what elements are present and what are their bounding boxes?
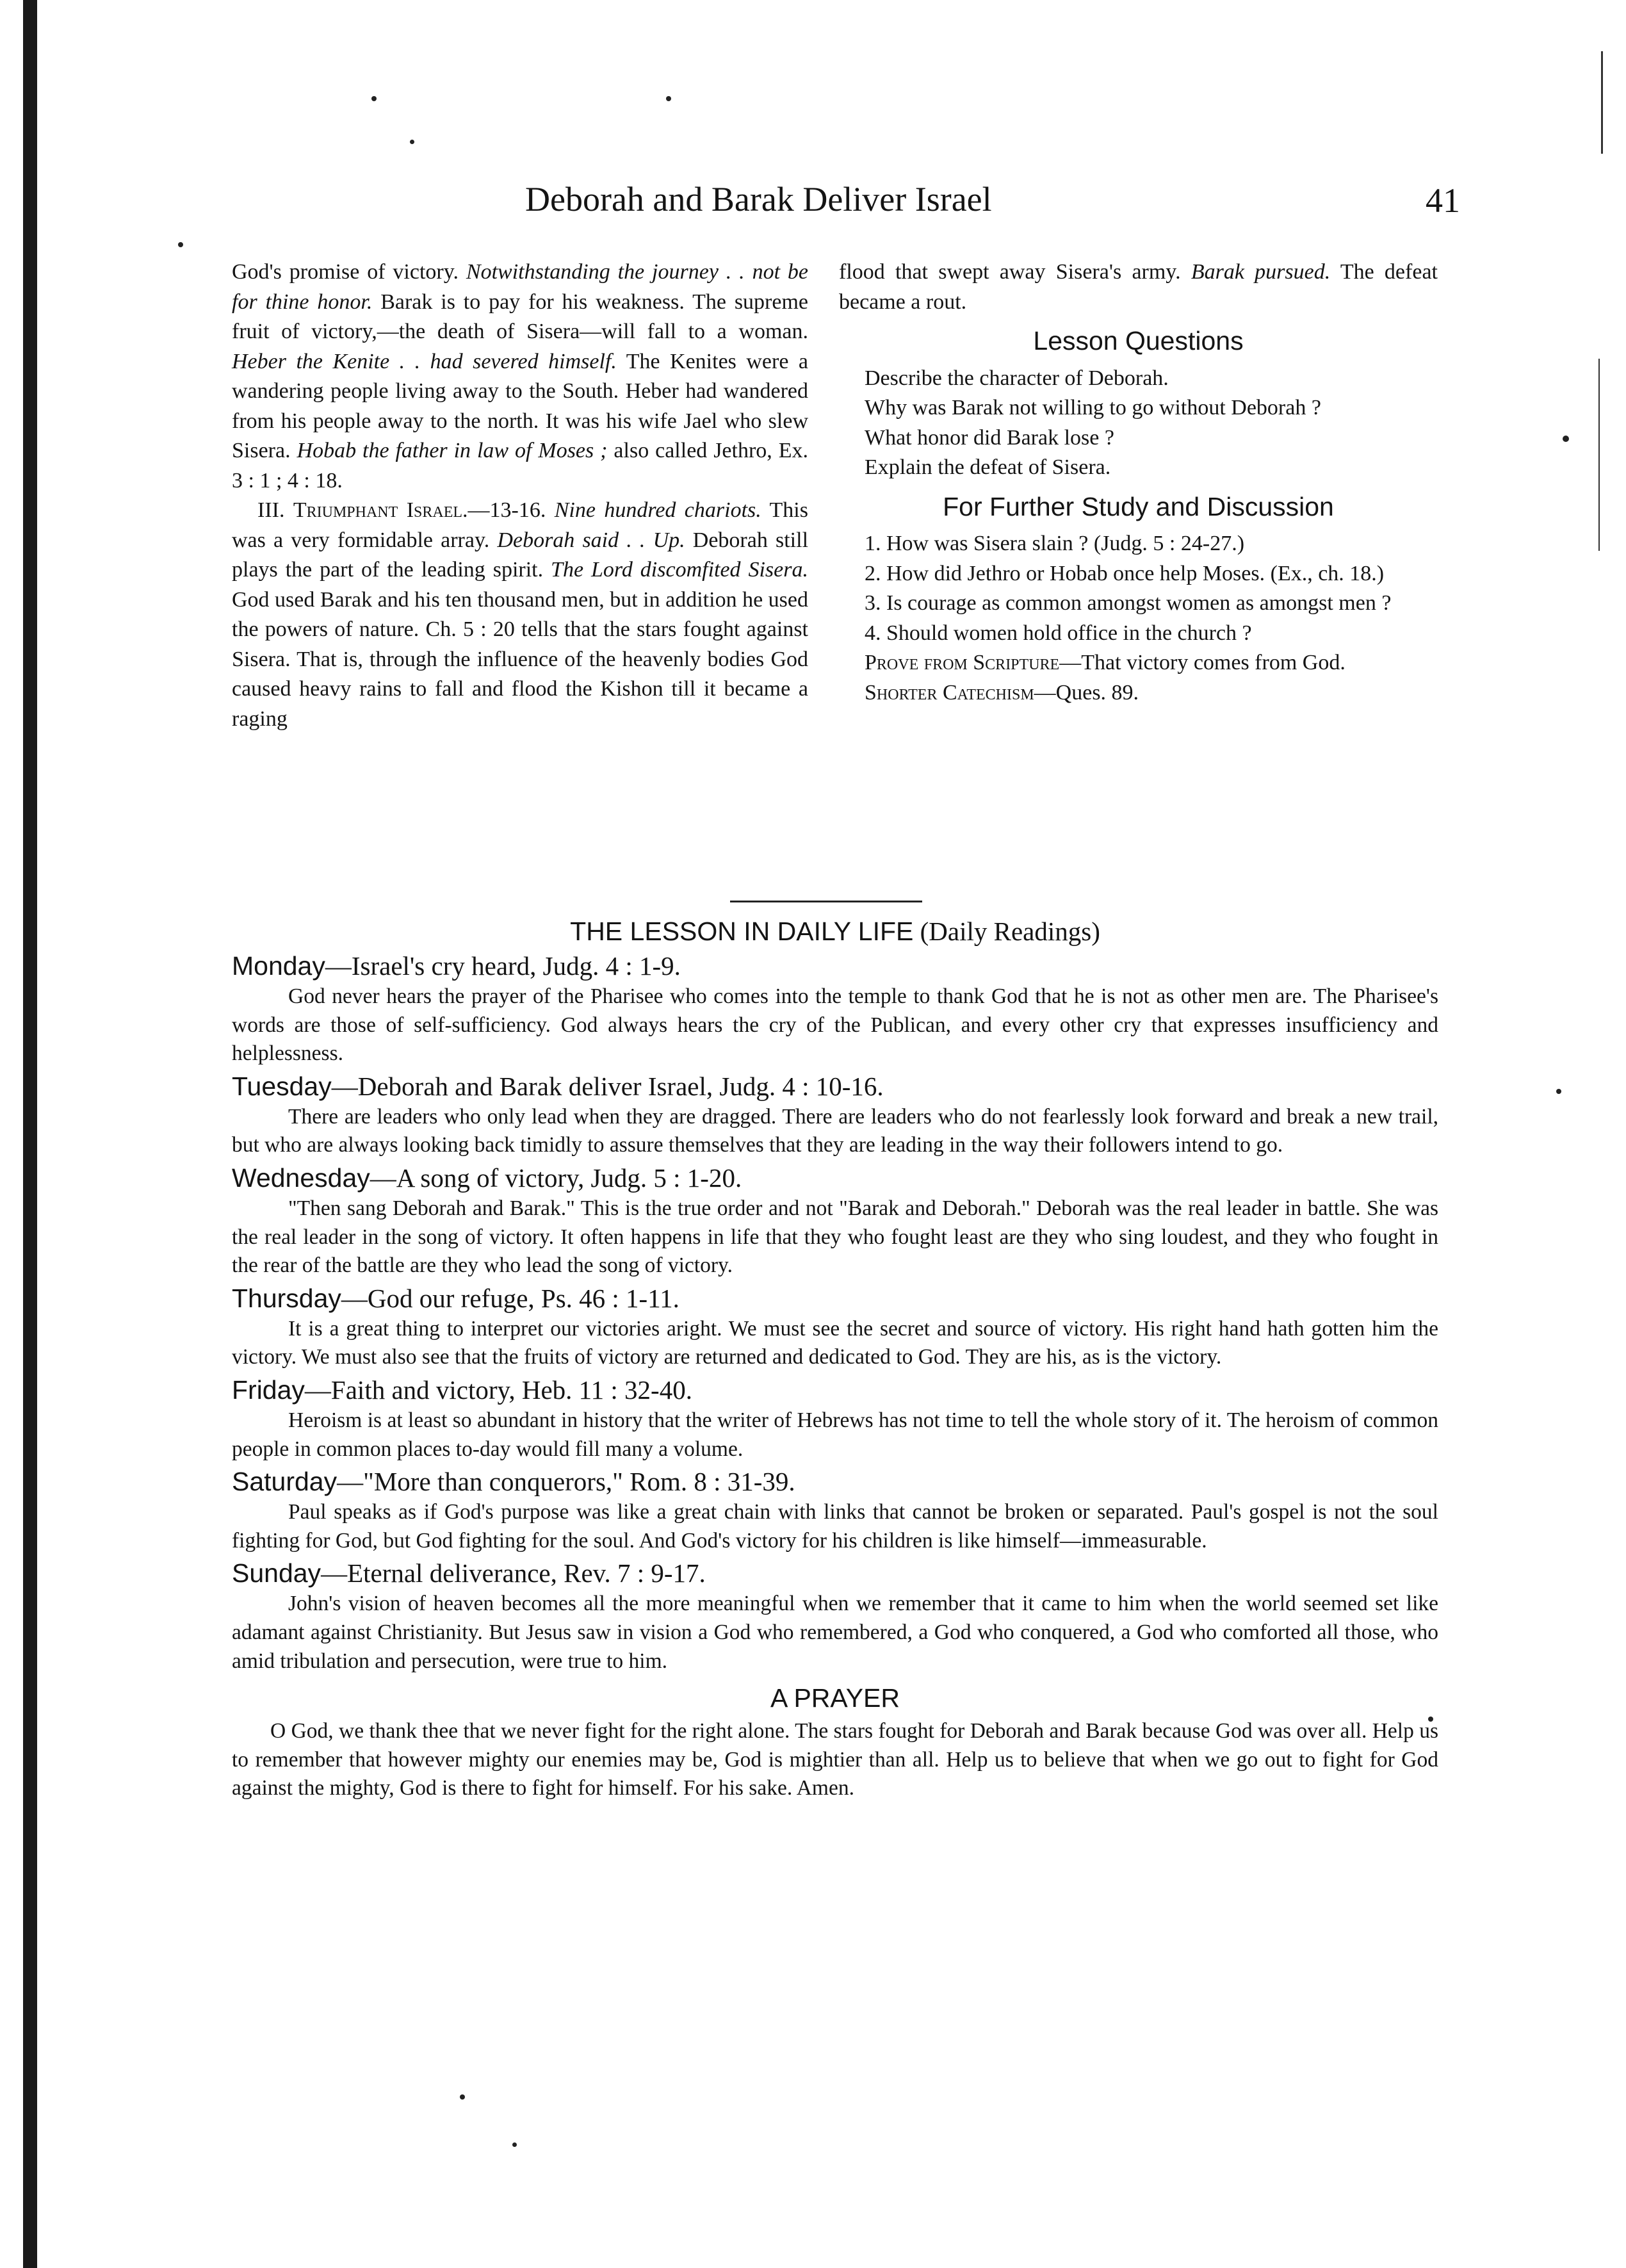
daily-reading-text: "Then sang Deborah and Barak." This is the true order and not "Barak and Deborah." Deborah was the real leader in battle. She was the real leader in the song of victory. It often happens in life that they who fought least are they who sing loudest, and they who fought in the rear of the battle are they who lead the song of victory. — [232, 1196, 1438, 1278]
prayer-text: O God, we thank thee that we never fight for the right alone. The stars fought for Deborah and Barak because God was over all. Help us to remember that however mighty our enemies may be, God is mightier than all. Help us to believe that when we go out to fight for God against the mighty, God is there to fight for himself. For his sake. Amen. — [232, 1719, 1438, 1800]
text-run: Barak is to pay for his weakness. The supreme fruit of victory,—the death of Sisera—will fall to a woman. — [232, 290, 808, 343]
lesson-questions-heading: Lesson Questions — [1033, 326, 1244, 355]
shorter-catechism — [839, 678, 1438, 708]
lesson-question: Describe the character of Deborah. — [865, 366, 1169, 390]
text-run: God used Barak and his ten thousand men, but in addition he used the powers of nature. Ch. 5 : 20 tells that the stars fought against Sisera. That is, through the influence of the heavenly bodies God caused heavy rains to fall and flood the Kishon till it became a raging — [232, 587, 808, 731]
text-run: III. — [257, 498, 293, 522]
study-question: 2. How did Jethro or Hobab once help Moses. (Ex., ch. 18.) — [865, 561, 1385, 585]
text-run: Deborah still plays the part of the leading spirit. — [232, 528, 809, 582]
daily-reading — [232, 1070, 1438, 1160]
scan-right-edge-mark — [1601, 51, 1603, 154]
prove-text: —That victory comes from God. — [1059, 651, 1346, 674]
day-name: Thursday — [232, 1283, 341, 1313]
study-question: 4. Should women hold office in the church ? — [865, 621, 1252, 645]
daily-reading-text: John's vision of heaven becomes all the more meaningful when we remember that it came to him when the world seemed set like adamant against Christianity. But Jesus saw in vision a God who remembered, a God who conquered, a God who comforted all those, who amid tribulation and persecution, were true to him. — [232, 1592, 1438, 1673]
day-name: Saturday — [232, 1467, 337, 1497]
italic-phrase: Hobab the father in law of Moses ; — [297, 439, 608, 462]
catechism-text: —Ques. 89. — [1034, 680, 1139, 705]
reading-reference: —Israel's cry heard, Judg. 4 : 1-9. — [325, 951, 681, 981]
day-name: Monday — [232, 951, 325, 981]
daily-reading-heading — [232, 1161, 1438, 1195]
daily-reading — [232, 1465, 1438, 1555]
commentary-paragraph — [839, 257, 1438, 317]
prayer-title: A PRAYER — [770, 1683, 900, 1713]
commentary-paragraph — [232, 496, 808, 734]
reading-reference: —Faith and victory, Heb. 11 : 32-40. — [304, 1375, 692, 1405]
daily-reading-heading — [232, 1373, 1438, 1407]
further-study-heading: For Further Study and Discussion — [943, 491, 1334, 521]
lesson-question: What honor did Barak lose ? — [865, 425, 1114, 450]
italic-phrase: Nine hundred chariots. — [554, 498, 761, 522]
scan-speck — [1563, 436, 1569, 442]
running-title: Deborah and Barak Deliver Israel — [525, 180, 992, 218]
daily-reading-heading — [232, 1556, 1438, 1590]
text-run: also called Jethro, Ex. 3 : 1 ; 4 : 18. — [232, 439, 808, 493]
scan-left-edge-bar — [23, 0, 37, 2268]
italic-phrase: Heber the Kenite . . had severed himself. — [232, 349, 617, 373]
scan-speck — [666, 96, 671, 101]
day-name: Friday — [232, 1375, 305, 1405]
daily-reading-heading — [232, 1465, 1438, 1498]
daily-reading — [232, 1556, 1438, 1676]
day-name: Sunday — [232, 1558, 321, 1588]
daily-reading-heading — [232, 1282, 1438, 1315]
daily-reading-text: There are leaders who only lead when they are dragged. There are leaders who do not fearlessly look forward and break a new trail, but who are always looking back timidly to assure themselves that they are leading in the way their followers intend to go. — [232, 1104, 1438, 1157]
prove-from-scripture — [839, 648, 1438, 678]
text-run: God's promise of victory. — [232, 260, 466, 284]
prove-label: Prove from Scripture — [865, 651, 1060, 674]
daily-reading — [232, 1161, 1438, 1280]
reading-reference: —"More than conquerors," Rom. 8 : 31-39. — [337, 1467, 795, 1497]
right-column — [839, 257, 1438, 708]
catechism-label: Shorter Catechism — [865, 680, 1034, 705]
text-run: The defeat became a rout. — [839, 260, 1438, 314]
daily-life-title-text: THE LESSON IN DAILY LIFE — [570, 917, 914, 946]
text-run: —13-16. — [467, 498, 555, 522]
italic-phrase: Notwithstanding the journey . . not be for thine honor. — [232, 260, 808, 314]
reading-reference: —Eternal deliverance, Rev. 7 : 9-17. — [321, 1558, 706, 1588]
daily-reading-text: God never hears the prayer of the Pharisee who comes into the temple to thank God that he is not as other men are. The Pharisee's words are those of self-sufficiency. God always hears the cry of the Publican, and every other cry that expresses insufficiency and helplessness. — [232, 984, 1438, 1066]
day-name: Wednesday — [232, 1163, 370, 1193]
lesson-question: Explain the defeat of Sisera. — [865, 455, 1111, 479]
study-question: 1. How was Sisera slain ? (Judg. 5 : 24-27.) — [865, 532, 1245, 555]
daily-life-subtitle: (Daily Readings) — [920, 917, 1100, 946]
page-number: 41 — [1426, 181, 1460, 220]
daily-reading-text: It is a great thing to interpret our victories aright. We must see the secret and source of victory. His right hand hath gotten him the victory. We must also see that the fruits of victory are returned and dedicated to God. They are his, as is the victory. — [232, 1316, 1438, 1369]
daily-reading-text: Paul speaks as if God's purpose was like a great chain with links that cannot be broken or separated. Paul's gospel is not the soul fighting for God, but God fighting for the soul. And God's victory for his children is like himself—immeasurable. — [232, 1500, 1438, 1553]
lesson-question: Why was Barak not willing to go without Deborah ? — [865, 396, 1321, 420]
reading-reference: —Deborah and Barak deliver Israel, Judg. 4 : 10-16. — [331, 1071, 884, 1101]
study-question: 3. Is courage as common amongst women as amongst men ? — [865, 591, 1392, 615]
scan-speck — [1556, 1089, 1561, 1094]
reading-reference: —God our refuge, Ps. 46 : 1-11. — [341, 1283, 679, 1313]
daily-reading — [232, 949, 1438, 1068]
small-caps-heading: Triumphant Israel. — [293, 498, 468, 522]
italic-phrase: The Lord discomfited Sisera. — [551, 558, 808, 582]
left-column — [232, 257, 808, 734]
text-run: flood that swept away Sisera's army. — [839, 260, 1191, 284]
daily-reading-heading — [232, 949, 1438, 983]
italic-phrase: Barak pursued. — [1191, 260, 1331, 284]
scan-speck — [371, 96, 377, 101]
text-run: This was a very formidable array. — [232, 498, 808, 552]
daily-life-title — [232, 916, 1438, 947]
text-run: The Kenites were a wandering people living away to the South. Heber had wandered from his people away to the north. It was his wife Jael who slew Sisera. — [232, 349, 808, 462]
scan-speck — [410, 140, 414, 144]
day-name: Tuesday — [232, 1071, 332, 1101]
daily-reading-heading — [232, 1070, 1438, 1103]
daily-reading — [232, 1373, 1438, 1464]
daily-reading-text: Heroism is at least so abundant in history that the writer of Hebrews has not time to tell the whole story of it. The heroism of common people in common places to-day would fill many a volume. — [232, 1408, 1438, 1461]
page-header — [231, 179, 1460, 231]
scan-right-edge-mark — [1598, 359, 1600, 551]
scan-speck — [460, 2094, 465, 2100]
italic-phrase: Deborah said . . Up. — [497, 528, 685, 552]
daily-life-section — [232, 916, 1438, 1803]
scan-speck — [178, 242, 183, 247]
daily-reading — [232, 1282, 1438, 1372]
reading-reference: —A song of victory, Judg. 5 : 1-20. — [370, 1163, 742, 1193]
commentary-paragraph — [232, 257, 808, 496]
scan-speck — [512, 2142, 517, 2147]
section-divider — [730, 901, 922, 902]
